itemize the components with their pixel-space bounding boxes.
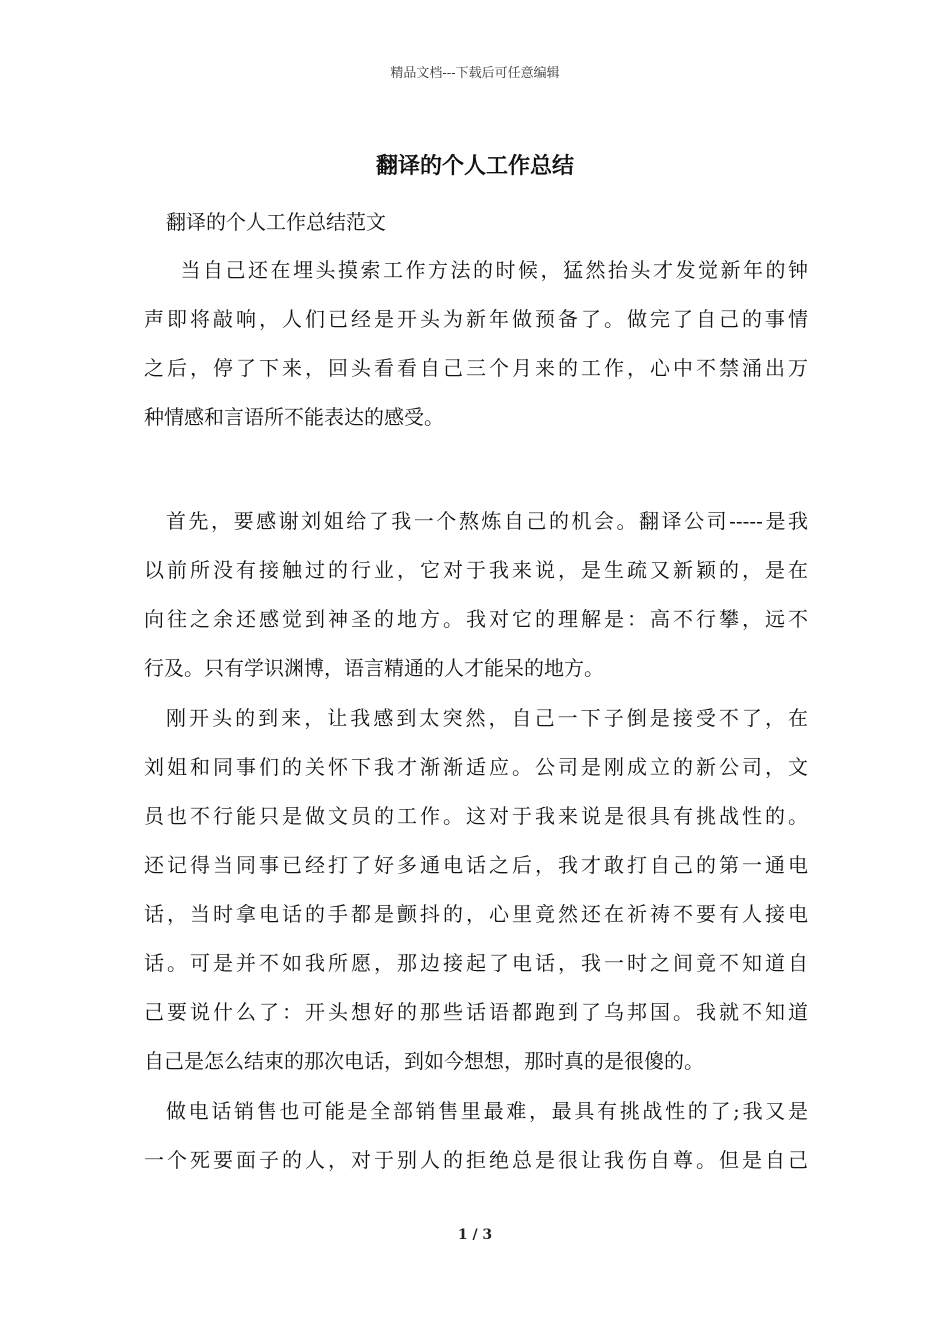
paragraph-line: 话，当时拿电话的手都是颤抖的，心里竟然还在祈祷不要有人接电	[144, 902, 808, 926]
paragraph-line: 当自己还在埋头摸索工作方法的时候，猛然抬头才发觉新年的钟	[158, 258, 808, 282]
paragraph-line: 行及。只有学识渊博，语言精通的人才能呆的地方。	[144, 656, 604, 680]
document-title: 翻译的个人工作总结	[375, 153, 574, 179]
paragraph-3	[144, 694, 808, 1086]
paragraph-line: 种情感和言语所不能表达的感受。	[144, 405, 444, 429]
paragraph-line: 首先，要感谢刘姐给了我一个熬炼自己的机会。翻译公司-----是我	[166, 509, 808, 533]
paragraph-line: 声即将敲响，人们已经是开头为新年做预备了。做完了自己的事情	[144, 307, 808, 331]
paragraph-line: 之后，停了下来，回头看看自己三个月来的工作，心中不禁涌出万	[144, 356, 808, 380]
paragraph-line: 还记得当同事已经打了好多通电话之后，我才敢打自己的第一通电	[144, 853, 808, 877]
paragraph-line: 刘姐和同事们的关怀下我才渐渐适应。公司是刚成立的新公司，文	[144, 755, 808, 779]
document-subtitle: 翻译的个人工作总结范文	[166, 210, 386, 234]
paragraph-line: 以前所没有接触过的行业，它对于我来说，是生疏又新颖的，是在	[144, 558, 808, 582]
paragraph-line: 己要说什么了：开头想好的那些话语都跑到了乌邦国。我就不知道	[144, 1000, 808, 1024]
paragraph-4	[144, 1087, 808, 1185]
page-number: 1 / 3	[457, 1227, 493, 1243]
paragraph-1	[144, 246, 808, 442]
paragraph-line: 做电话销售也可能是全部销售里最难，最具有挑战性的了;我又是	[166, 1099, 808, 1123]
paragraph-2	[144, 497, 808, 693]
paragraph-line: 刚开头的到来，让我感到太突然，自己一下子倒是接受不了，在	[166, 706, 808, 730]
paragraph-line: 员也不行能只是做文员的工作。这对于我来说是很具有挑战性的。	[144, 804, 808, 828]
page-header: 精品文档---下载后可任意编辑	[390, 66, 560, 81]
paragraph-line: 向往之余还感觉到神圣的地方。我对它的理解是：高不行攀，远不	[144, 607, 808, 631]
paragraph-line: 一个死要面子的人，对于别人的拒绝总是很让我伤自尊。但是自己	[144, 1148, 808, 1172]
paragraph-line: 自己是怎么结束的那次电话，到如今想想，那时真的是很傻的。	[144, 1049, 704, 1073]
paragraph-line: 话。可是并不如我所愿，那边接起了电话，我一时之间竟不知道自	[144, 951, 808, 975]
